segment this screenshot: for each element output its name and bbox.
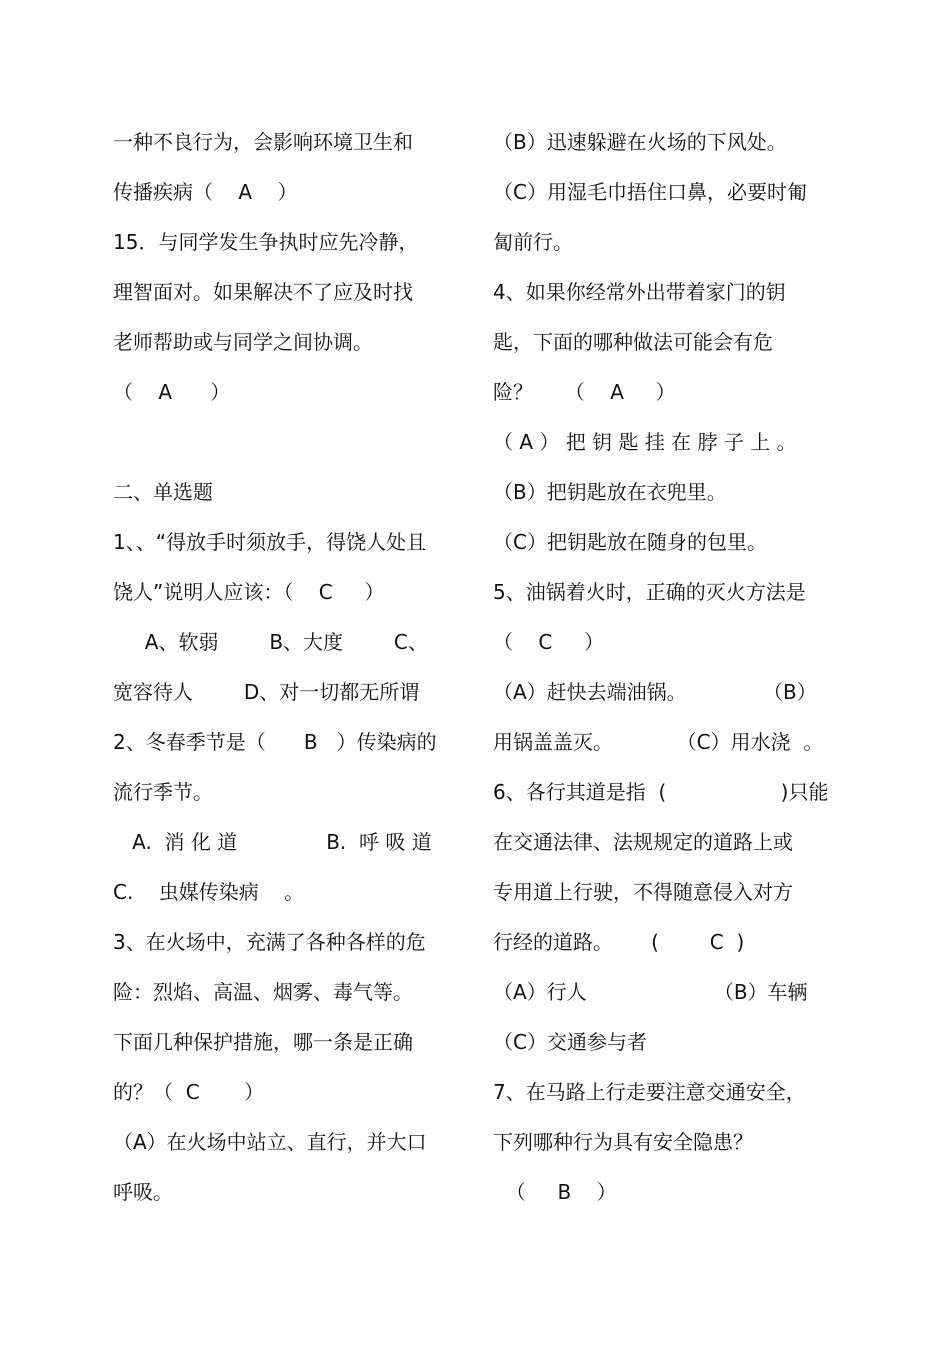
option-c: （C）用湿毛巾捂住口鼻，必要时匍 (493, 180, 807, 204)
text-line: 下面几种保护措施，哪一条是正确 (113, 1030, 413, 1054)
text-line: 专用道上行驶，不得随意侵入对方 (493, 880, 793, 904)
answer-line: 饶人”说明人应该：（ C ） (113, 580, 385, 604)
answer-line: 传播疾病（ A ） (113, 180, 298, 204)
question-2: 2、冬春季节是（ B ）传染病的 (113, 730, 437, 754)
right-column (493, 117, 838, 1217)
question-1: 1、、“得放手时须放手，得饶人处且 (113, 530, 427, 554)
section-heading: 二、单选题 (113, 480, 213, 504)
options-line: 宽容待人 D、对一切都无所谓 (113, 680, 420, 704)
left-column (113, 117, 463, 1217)
options-line: 用锅盖盖灭。 （C）用水浇 。 (493, 730, 824, 754)
blank-line (113, 417, 463, 467)
text-line: 下列哪种行为具有安全隐患？ (493, 1130, 753, 1154)
text-line: 在交通法律、法规规定的道路上或 (493, 830, 793, 854)
question-4: 4、如果你经常外出带着家门的钥 (493, 280, 786, 304)
text-line: 匐前行。 (493, 230, 573, 254)
answer-line: （ B ） (493, 1180, 617, 1204)
options-line: A. 消 化 道 B. 呼 吸 道 (113, 830, 432, 854)
answer-line: 的？（ C ） (113, 1080, 265, 1104)
answer-line: 险？ （ A ） (493, 380, 676, 404)
options-line: （A）行人 （B）车辆 (493, 980, 808, 1004)
question-5: 5、油锅着火时，正确的灭火方法是 (493, 580, 806, 604)
question-15: 15．与同学发生争执时应先冷静， (113, 230, 419, 254)
question-6: 6、各行其道是指 ( )只能 (493, 780, 829, 804)
options-line: C. 虫媒传染病 。 (113, 880, 305, 904)
text-line: 匙，下面的哪种做法可能会有危 (493, 330, 773, 354)
option-a: （ A ） 把 钥 匙 挂 在 脖 子 上 。 (493, 430, 797, 454)
text-line: 险：烈焰、高温、烟雾、毒气等。 (113, 980, 413, 1004)
answer-line: （ A ） (113, 380, 231, 404)
text-line: 一种不良行为，会影响环境卫生和 (113, 130, 413, 154)
question-3: 3、在火场中，充满了各种各样的危 (113, 930, 426, 954)
answer-line: 行经的道路。 ( C ) (493, 930, 745, 954)
text-line: 老师帮助或与同学之间协调。 (113, 330, 373, 354)
text-line: 呼吸。 (113, 1180, 173, 1204)
option-c: （C）交通参与者 (493, 1030, 647, 1054)
option-c: （C）把钥匙放在随身的包里。 (493, 530, 767, 554)
text-line: 理智面对。如果解决不了应及时找 (113, 280, 413, 304)
answer-line: （ C ） (493, 630, 605, 654)
option-b: （B）迅速躲避在火场的下风处。 (493, 130, 787, 154)
options-line: A、软弱 B、大度 C、 (113, 630, 428, 654)
option-b: （B）把钥匙放在衣兜里。 (493, 480, 727, 504)
question-7: 7、在马路上行走要注意交通安全， (493, 1080, 806, 1104)
options-line: （A）赶快去端油锅。 （B） (493, 680, 817, 704)
option-a: （A）在火场中站立、直行，并大口 (113, 1130, 427, 1154)
text-line: 流行季节。 (113, 780, 213, 804)
